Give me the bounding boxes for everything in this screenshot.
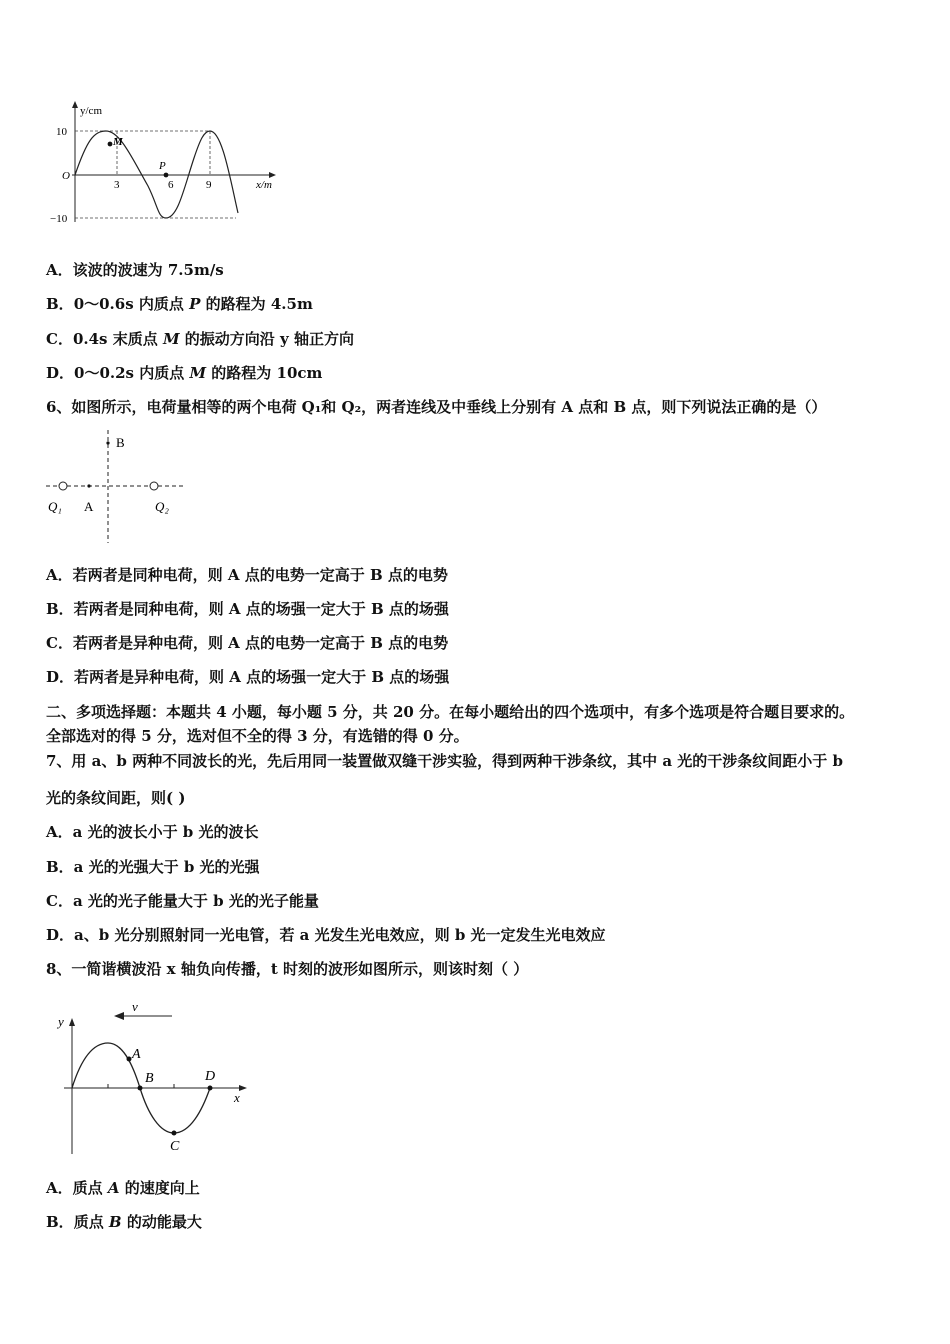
q5-option-d — [46, 363, 322, 383]
point-a — [127, 1057, 132, 1062]
option-letter: A． — [46, 1179, 73, 1197]
charge-q2 — [150, 482, 158, 490]
q6-option-a: A．若两者是同种电荷，则 A 点的电势一定高于 B 点的电势 — [46, 566, 448, 584]
q5-option-c — [46, 329, 354, 349]
point-M — [108, 142, 113, 147]
label-y: y — [58, 1014, 64, 1029]
option-variable: M — [162, 330, 180, 348]
point-c — [172, 1131, 177, 1136]
option-text: 的动能最大 — [121, 1213, 202, 1231]
option-letter: C． — [46, 330, 73, 348]
section2-line1: 二、多项选择题：本题共 4 小题，每小题 5 分，共 20 分。在每小题给出的四个选项中，有多个选项是符合题目要求的。 — [46, 703, 855, 721]
charge-figure — [44, 428, 194, 546]
option-variable: P — [189, 295, 201, 313]
y-tick-10: 10 — [56, 126, 67, 138]
option-variable: M — [189, 364, 207, 382]
option-text: 0.4s 末质点 — [72, 330, 163, 348]
label-P: P — [159, 160, 166, 172]
q7-stem-line1: 7、用 a、b 两种不同波长的光，先后用同一装置做双缝干涉实验，得到两种干涉条纹，其中 a 光的干涉条纹间距小于 b — [46, 752, 843, 770]
y-axis-label: y/cm — [80, 105, 102, 117]
q6-option-d: D．若两者是异种电荷，则 A 点的场强一定大于 B 点的场强 — [46, 668, 450, 686]
label-c: C — [170, 1139, 180, 1154]
velocity-arrowhead — [114, 1012, 124, 1020]
x-axis-label: x/m — [256, 179, 272, 191]
q7-option-a: A．a 光的波长小于 b 光的波长 — [46, 823, 259, 841]
y-tick-neg10: −10 — [50, 213, 68, 225]
q6-option-c: C．若两者是异种电荷，则 A 点的电势一定高于 B 点的电势 — [46, 634, 449, 652]
label-b: B — [145, 1071, 154, 1086]
option-text: 的路程为 4.5m — [200, 295, 313, 313]
q8-option-b — [46, 1212, 202, 1232]
q6-option-b: B．若两者是同种电荷，则 A 点的场强一定大于 B 点的场强 — [46, 600, 449, 618]
wave-figure-1 — [44, 98, 284, 230]
label-v: v — [132, 999, 138, 1014]
y-axis-arrow — [72, 101, 78, 108]
option-variable: B — [108, 1213, 122, 1231]
y-axis-arrow — [69, 1018, 75, 1026]
x-tick-3: 3 — [114, 179, 120, 191]
option-text: 的振动方向沿 y 轴正方向 — [179, 330, 354, 348]
option-text: 质点 — [73, 1213, 109, 1231]
charge-q1 — [59, 482, 67, 490]
x-axis-arrow — [269, 172, 276, 178]
q6-stem: 6、如图所示，电荷量相等的两个电荷 Q₁和 Q₂，两者连线及中垂线上分别有 A 点和 B 点，则下列说法正确的是（） — [46, 398, 827, 416]
q8-stem: 8、一简谐横波沿 x 轴负向传播，t 时刻的波形如图所示，则该时刻（ ） — [46, 960, 529, 978]
label-b: B — [116, 435, 125, 450]
x-tick-9: 9 — [206, 179, 212, 191]
q5-option-a — [46, 260, 224, 280]
option-text: 0～0.2s 内质点 — [74, 364, 190, 382]
option-text: 质点 — [72, 1179, 108, 1197]
wave-figure-2 — [52, 996, 252, 1158]
option-text: 的速度向上 — [119, 1179, 200, 1197]
x-tick-6: 6 — [168, 179, 174, 191]
q7-option-c: C．a 光的光子能量大于 b 光的光子能量 — [46, 892, 319, 910]
q7-option-b: B．a 光的光强大于 b 光的光强 — [46, 858, 260, 876]
point-b — [138, 1086, 143, 1091]
label-M: M — [113, 136, 123, 148]
option-letter: D． — [46, 364, 75, 382]
option-text: 0～0.6s 内质点 — [73, 295, 190, 313]
label-q1: Q₁ — [48, 499, 62, 514]
x-axis-arrow — [239, 1085, 247, 1091]
label-a: A — [84, 499, 94, 514]
option-text: 该波的波速为 7.5m/s — [72, 261, 224, 279]
q7-option-d: D．a、b 光分别照射同一光电管，若 a 光发生光电效应，则 b 光一定发生光电效应 — [46, 926, 606, 944]
label-x: x — [234, 1090, 240, 1105]
q8-option-a — [46, 1178, 200, 1198]
option-letter: B． — [46, 295, 74, 313]
point-P — [164, 173, 169, 178]
point-d — [208, 1086, 213, 1091]
q5-option-b — [46, 294, 313, 314]
q7-stem-line2: 光的条纹间距，则( ) — [46, 789, 186, 807]
origin-label: O — [62, 170, 70, 182]
option-letter: A． — [46, 261, 73, 279]
point-b — [106, 441, 109, 444]
label-a: A — [132, 1047, 141, 1062]
point-a — [87, 484, 90, 487]
option-letter: B． — [46, 1213, 74, 1231]
option-text: 的路程为 10cm — [206, 364, 323, 382]
label-d: D — [205, 1069, 216, 1084]
option-variable: A — [107, 1179, 120, 1197]
label-q2: Q₂ — [155, 499, 169, 514]
section2-line2: 全部选对的得 5 分，选对但不全的得 3 分，有选错的得 0 分。 — [46, 727, 469, 745]
